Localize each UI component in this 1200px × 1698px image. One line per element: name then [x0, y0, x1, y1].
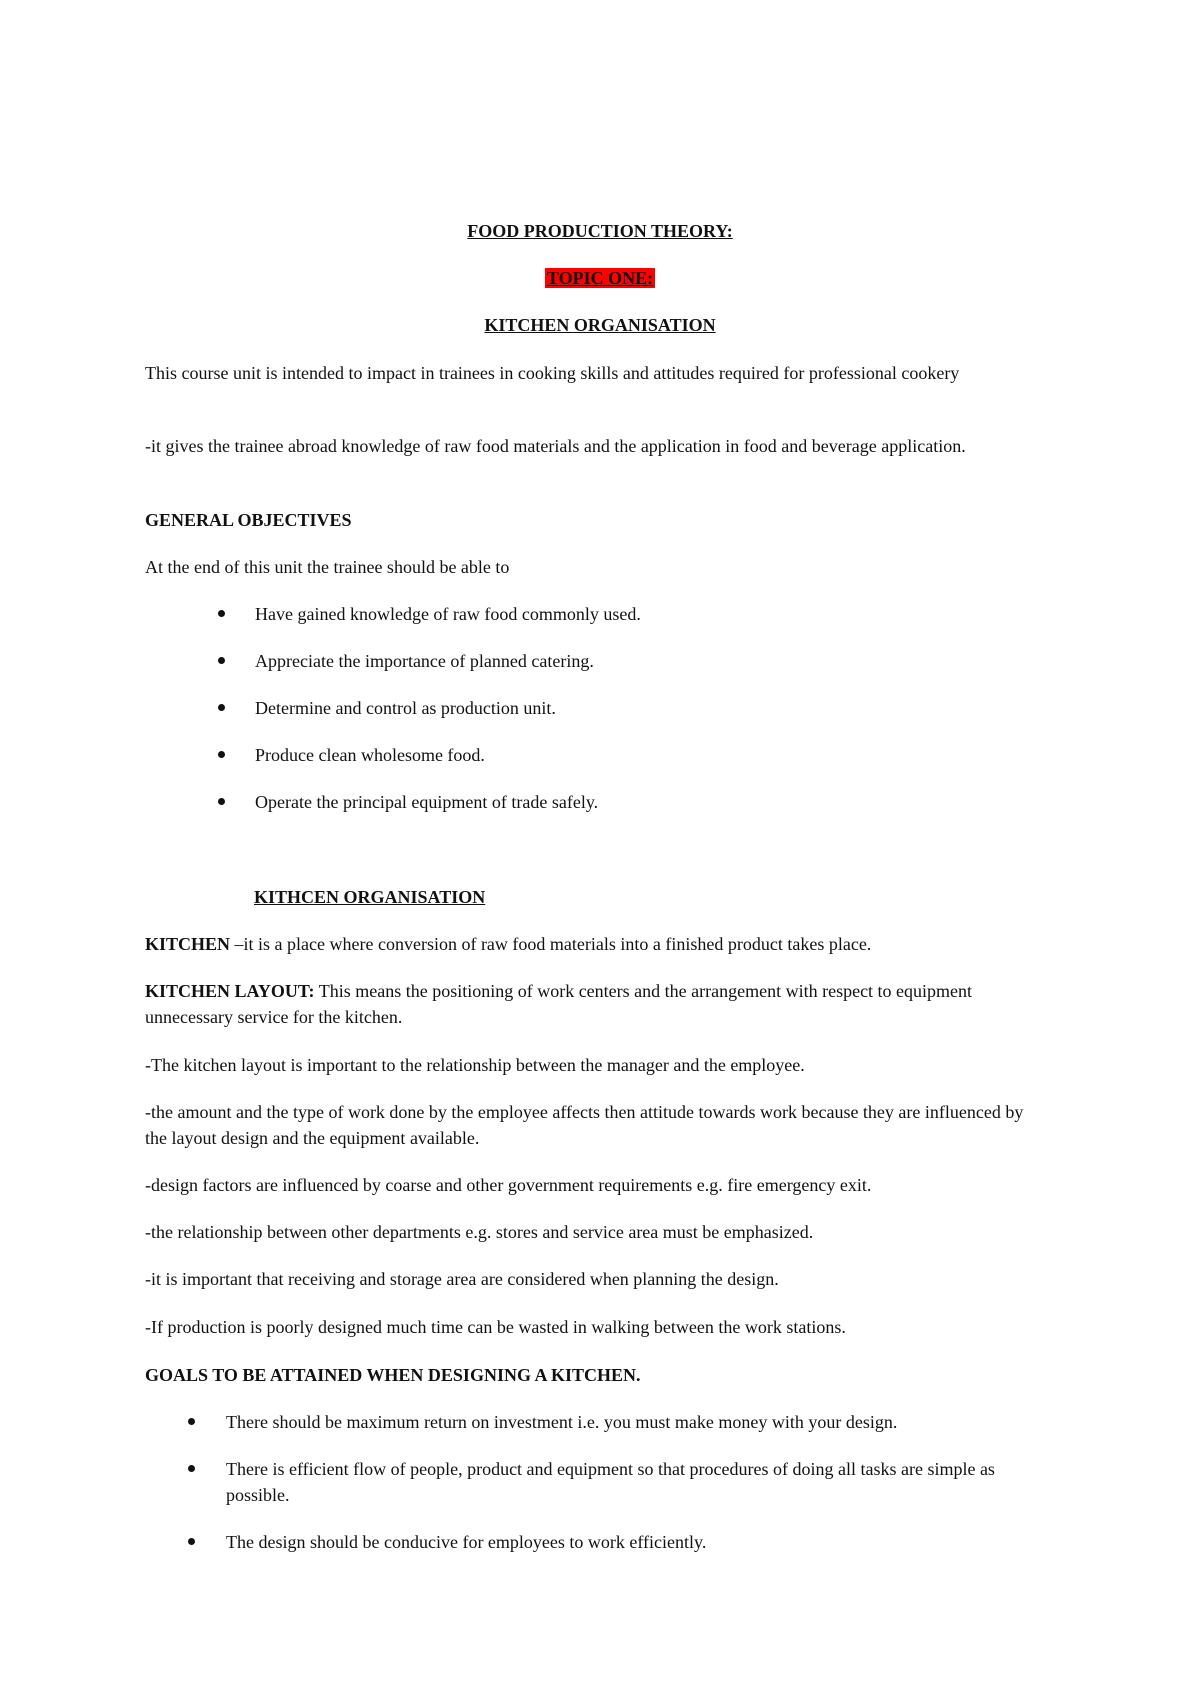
list-item — [188, 1456, 1028, 1508]
list-item-text: Operate the principal equipment of trade safely. — [255, 792, 599, 812]
list-item — [218, 742, 485, 768]
list-item — [188, 1409, 1028, 1435]
kitchen-definition — [145, 931, 1025, 957]
topic-heading-text: TOPIC ONE: — [546, 268, 654, 288]
layout-term: KITCHEN LAYOUT: — [145, 981, 315, 1001]
organisation-point: -If production is poorly designed much time can be wasted in walking between the work stations. — [145, 1317, 846, 1337]
list-item-text: Appreciate the importance of planned catering. — [255, 651, 594, 671]
bullet-icon — [218, 610, 225, 617]
section-heading — [0, 312, 1200, 338]
layout-definition-text: This means the positioning of work centers and the arrangement with respect to equipment unnecessary service for the kitchen. — [145, 981, 973, 1027]
goals-heading: GOALS TO BE ATTAINED WHEN DESIGNING A KITCHEN. — [145, 1365, 641, 1385]
organisation-point: -the amount and the type of work done by the employee affects then attitude towards work because they are influenced by the layout design and the equipment available. — [145, 1102, 1024, 1148]
bullet-icon — [218, 657, 225, 664]
intro-paragraph-1: This course unit is intended to impact in trainees in cooking skills and attitudes required for professional cookery — [145, 363, 960, 383]
kitchen-term: KITCHEN — [145, 934, 231, 954]
list-item — [218, 695, 556, 721]
organisation-point: -the relationship between other departments e.g. stores and service area must be emphasized. — [145, 1222, 814, 1242]
organisation-point: -it is important that receiving and storage area are considered when planning the design. — [145, 1269, 779, 1289]
bullet-icon — [218, 751, 225, 758]
objectives-lead: At the end of this unit the trainee should be able to — [145, 557, 510, 577]
document-title — [0, 218, 1200, 244]
kitchen-definition-text: –it is a place where conversion of raw food materials into a finished product takes place. — [230, 934, 872, 954]
bullet-icon — [188, 1538, 195, 1545]
list-item — [218, 601, 641, 627]
list-item — [218, 648, 594, 674]
topic-heading — [0, 265, 1200, 291]
objectives-heading: GENERAL OBJECTIVES — [145, 510, 352, 530]
bullet-icon — [188, 1465, 195, 1472]
list-item-text: There is efficient flow of people, product and equipment so that procedures of doing all tasks are simple as possible. — [226, 1459, 995, 1505]
document-title-text: FOOD PRODUCTION THEORY: — [467, 221, 733, 241]
list-item-text: The design should be conducive for employees to work efficiently. — [226, 1532, 707, 1552]
organisation-point: -design factors are influenced by coarse and other government requirements e.g. fire emergency exit. — [145, 1175, 872, 1195]
bullet-icon — [218, 704, 225, 711]
section-heading-text: KITCHEN ORGANISATION — [484, 315, 716, 335]
intro-paragraph-2: -it gives the trainee abroad knowledge of raw food materials and the application in food and beverage application. — [145, 436, 966, 456]
bullet-icon — [188, 1418, 195, 1425]
list-item-text: There should be maximum return on investment i.e. you must make money with your design. — [226, 1412, 898, 1432]
list-item — [188, 1529, 1028, 1555]
organisation-point: -The kitchen layout is important to the relationship between the manager and the employee. — [145, 1055, 805, 1075]
list-item-text: Have gained knowledge of raw food commonly used. — [255, 604, 641, 624]
organisation-heading: KITHCEN ORGANISATION — [254, 887, 486, 907]
bullet-icon — [218, 798, 225, 805]
list-item — [218, 789, 598, 815]
layout-definition — [145, 978, 1005, 1030]
list-item-text: Determine and control as production unit. — [255, 698, 556, 718]
list-item-text: Produce clean wholesome food. — [255, 745, 485, 765]
